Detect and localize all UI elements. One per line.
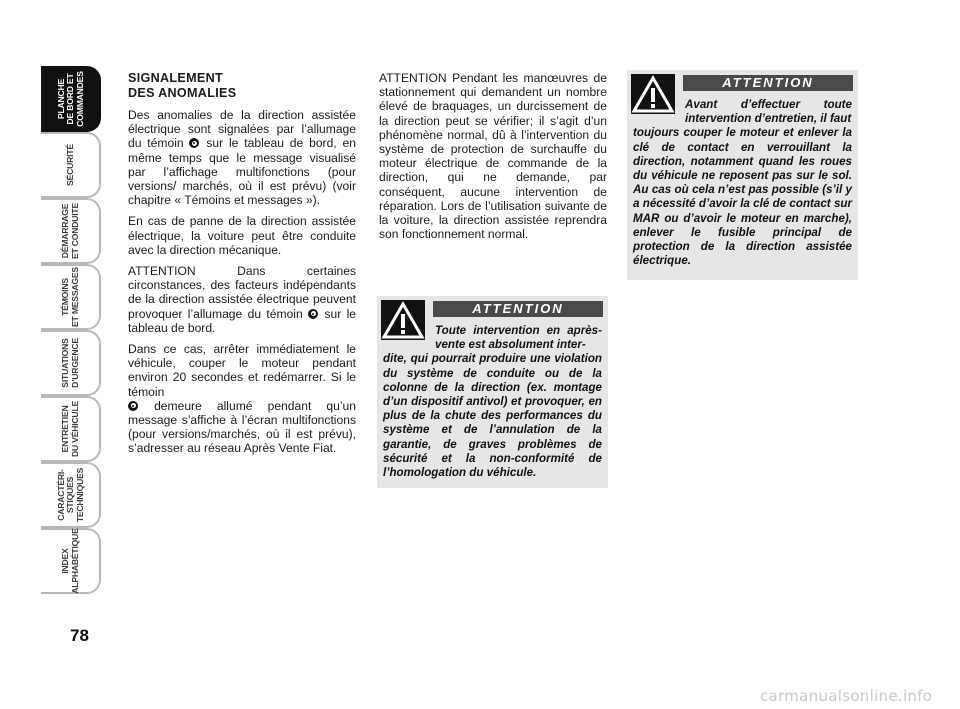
column-2 xyxy=(379,71,607,241)
chapter-tab[interactable] xyxy=(41,330,103,396)
paragraph-2: En cas de panne de la direction assistée électrique, la voiture peut être conduite avec la direction mécanique. xyxy=(128,214,356,257)
steering-warning-icon xyxy=(128,401,138,411)
warning-title: ATTENTION xyxy=(683,75,853,91)
chapter-tab-label: SITUATIONS D’URGENCE xyxy=(60,338,80,388)
chapter-tab[interactable] xyxy=(41,132,103,198)
chapter-tab[interactable] xyxy=(41,198,103,264)
warning-title: ATTENTION xyxy=(433,301,603,317)
chapter-tab[interactable] xyxy=(41,264,103,330)
section-heading: SIGNALEMENT DES ANOMALIES xyxy=(128,71,237,100)
chapter-tab-label: PLANCHE DE BORD ET COMMANDES xyxy=(55,71,85,127)
chapter-tabs xyxy=(41,66,103,594)
chapter-tab[interactable] xyxy=(41,528,103,594)
chapter-tab-label: ENTRETIEN DU VÉHICULE xyxy=(60,400,80,458)
paragraph-1: Des anomalies de la direction assistée électrique sont signalées par l’allumage du témoin sur le tableau de bord, en même temps que le message visualisé par l’affichage multifonctions (pour versions/ marchés, où il est prévu) (voir chapitre « Témoins et messages »). xyxy=(128,108,356,208)
warning-box-right xyxy=(627,70,858,280)
warning-text: Toute intervention en après-vente est absolument inter- dite, qui pourrait produire une violation du système de conduite ou de la colonne de la direction (ex. montage d’un dispositif antivol) et provoquer, en plus de la chute des performances du système et de l’annulation de la garantie, de graves problèmes de sécurité et la non-conformité de l’homologation du véhicule. xyxy=(383,324,602,480)
paragraph-attention: ATTENTION Pendant les manœuvres de stationnement qui demandent un nombre élevé de braquages, un durcissement de la direction peut se vérifier; il s’agit d’un phénomène normal, dû à l’intervention du système de protection de surchauffe du moteur électrique de commande de la direction, qui ne demande, par conséquent, aucune intervention de réparation. Lors de l’utilisation suivante de la voiture, la direction assistée reprendra son fonctionnement normal. xyxy=(379,71,607,242)
chapter-tab-label: SÉCURITÉ xyxy=(65,144,76,186)
warning-box-middle xyxy=(377,296,608,488)
paragraph-3: ATTENTION Dans certaines circonstances, des facteurs indépendants de la direction assistée électrique peuvent provoquer l’allumage du témoin sur le tableau de bord. xyxy=(128,264,356,335)
chapter-tab[interactable] xyxy=(41,462,103,528)
chapter-tab-label: CARACTÉRI- STIQUES TECHNIQUES xyxy=(55,467,85,523)
chapter-tab-label: TÉMOINS ET MESSAGES xyxy=(60,267,80,327)
warning-text: Avant d’effectuer toute intervention d’entretien, il faut toujours couper le moteur et enlever la clé de contact en verrouillant la direction, notamment quand les roues du véhicule ne reposent pas sur le sol. Au cas où cela n’est pas possible (s’il y a nécessité d’avoir la clé de contact sur MAR ou d’avoir le moteur en marche), enlever le fusible principal de protection de la direction assistée électrique. xyxy=(633,98,852,268)
chapter-tab-label: DÉMARRAGE ET CONDUITE xyxy=(60,202,80,260)
chapter-tab-label: INDEX ALPHABÉTIQUE xyxy=(60,528,80,594)
watermark: carmanualsonline.info xyxy=(760,687,933,705)
column-1 xyxy=(128,71,356,463)
chapter-tab[interactable] xyxy=(41,396,103,462)
steering-warning-icon xyxy=(189,138,199,148)
paragraph-4: Dans ce cas, arrêter immédiatement le véhicule, couper le moteur pendant environ 20 secondes et redémarrer. Si le témoin demeure allumé pendant qu’un message s’affiche à l’écran multifonctions (pour versions/marchés, où il est prévu), s’adresser au réseau Après Vente Fiat. xyxy=(128,342,356,456)
page-number: 78 xyxy=(70,626,89,645)
steering-warning-icon xyxy=(308,309,318,319)
chapter-tab[interactable] xyxy=(41,66,103,132)
